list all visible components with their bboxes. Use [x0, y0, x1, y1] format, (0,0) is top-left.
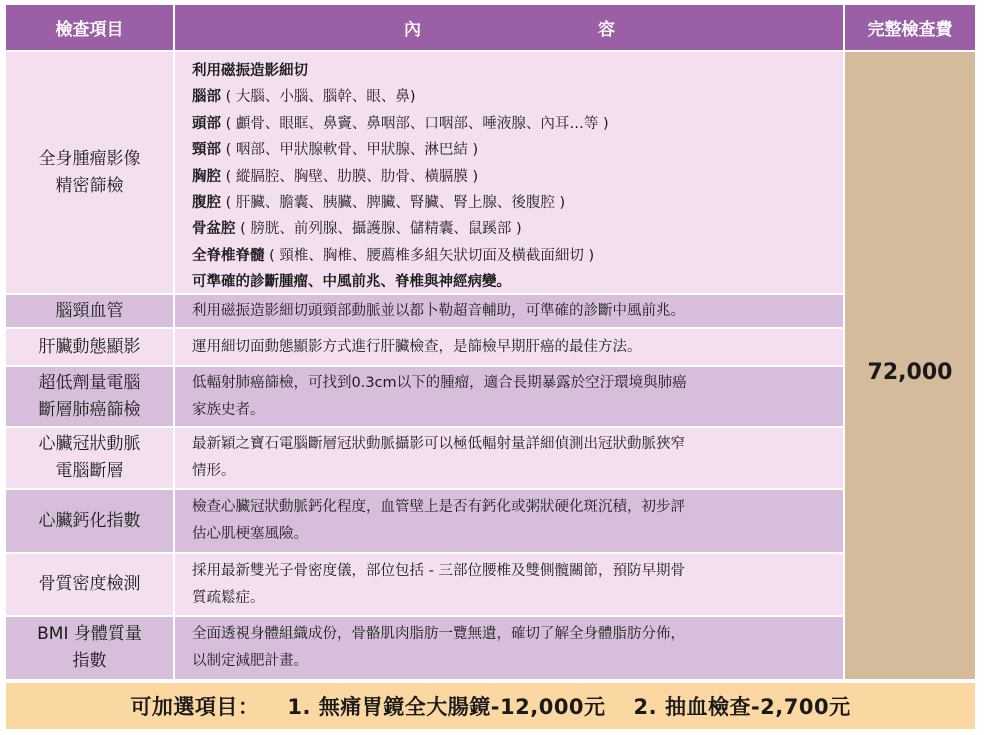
- desc-line-chest: 胸腔 ( 縱膈腔、胸壁、肋膜、肋骨、橫膈膜 ): [192, 168, 479, 185]
- row-full-body-desc: [175, 52, 843, 293]
- row-name-line: 心臟鈣化指數: [38, 510, 141, 531]
- row-desc-line: 質疏鬆症。: [192, 589, 265, 606]
- row-desc-cell: [175, 367, 843, 426]
- header-content: [175, 5, 843, 50]
- row-desc-cell: [175, 490, 843, 552]
- row-name-line: 斷層肺癌篩檢: [38, 399, 141, 420]
- optional-item-blood-test: 2. 抽血檢查-2,700元: [633, 695, 851, 719]
- desc-line-pelvis: 骨盆腔 ( 膀胱、前列腺、攝護腺、儲精囊、鼠蹊部 ): [192, 221, 522, 238]
- desc-line-neck: 頸部 ( 咽部、甲狀腺軟骨、甲狀腺、淋巴結 ): [192, 142, 479, 159]
- row-name-cell: [6, 554, 173, 615]
- optional-items-label: 可加選項目：: [130, 695, 260, 719]
- row-name-line: BMI 身體質量: [37, 624, 142, 644]
- desc-intro: 利用磁振造影細切: [192, 63, 308, 79]
- row-desc-line: 採用最新雙光子骨密度儀，部位包括 - 三部位腰椎及雙側髖關節，預防早期骨: [192, 562, 685, 579]
- header-fee: [845, 5, 975, 50]
- row-desc-line: 估心肌梗塞風險。: [192, 526, 308, 542]
- row-desc-line: 運用細切面動態顯影方式進行肝臟檢查，是篩檢早期肝癌的最佳方法。: [192, 338, 642, 355]
- row-name-line: 精密篩檢: [55, 175, 124, 196]
- header-item-label: 檢查項目: [55, 20, 124, 40]
- header-content-label-right: 容: [598, 20, 615, 40]
- optional-items-banner: [6, 683, 975, 729]
- header-fee-label: 完整檢查費: [867, 20, 953, 40]
- desc-conclusion: 可準確的診斷腫瘤、中風前兆、脊椎與神經病變。: [192, 274, 511, 291]
- fee-value: 72,000: [867, 360, 953, 385]
- desc-line-abdomen: 腹腔 ( 肝臟、膽囊、胰臟、脾臟、腎臟、腎上腺、後腹腔 ): [192, 195, 566, 212]
- row-desc-cell: [175, 428, 843, 488]
- row-desc-line: 低輻射肺癌篩檢，可找到0.3cm以下的腫瘤，適合長期暴露於空汙環境與肺癌: [192, 374, 687, 391]
- row-name-line: 腦頸血管: [55, 300, 124, 321]
- row-name-cell: [6, 367, 173, 426]
- row-name-cell: [6, 617, 173, 679]
- fee-cell: [845, 52, 975, 679]
- row-name-line: 骨質密度檢測: [38, 574, 141, 594]
- row-name-line: 肝臟動態顯影: [38, 336, 141, 357]
- row-name-line: 指數: [72, 651, 107, 671]
- row-name-cell: [6, 329, 173, 365]
- desc-line-head: 頭部 ( 顱骨、眼眶、鼻竇、鼻咽部、口咽部、唾液腺、內耳…等 ): [192, 115, 609, 132]
- desc-line-spine: 全脊椎脊髓 ( 頸椎、胸椎、腰薦椎多組矢狀切面及橫截面細切 ): [192, 247, 595, 264]
- row-desc-cell: [175, 617, 843, 679]
- row-desc-cell: [175, 295, 843, 327]
- row-desc-line: 以制定減肥計畫。: [192, 653, 308, 669]
- row-desc-line: 全面透視身體組織成份，骨骼肌肉脂肪一覽無遺，確切了解全身體脂肪分佈，: [192, 626, 685, 642]
- row-desc-cell: [175, 554, 843, 615]
- header-item: [6, 5, 173, 50]
- row-name-line: 全身腫瘤影像: [38, 148, 141, 169]
- desc-line-brain: 腦部 ( 大腦、小腦、腦幹、眼、鼻): [192, 89, 416, 106]
- row-name-line: 超低劑量電腦: [38, 372, 141, 393]
- row-full-body-name: [6, 52, 173, 293]
- row-name-cell: [6, 428, 173, 488]
- row-desc-line: 利用磁振造影細切頭頸部動脈並以都卜勒超音輔助，可準確的診斷中風前兆。: [192, 302, 685, 319]
- row-desc-line: 最新穎之寶石電腦斷層冠狀動脈攝影可以極低輻射量詳細偵測出冠狀動脈狹窄: [192, 436, 685, 452]
- row-desc-line: 檢查心臟冠狀動脈鈣化程度，血管壁上是否有鈣化或粥狀硬化斑沉積，初步評: [192, 499, 685, 515]
- row-desc-cell: [175, 329, 843, 365]
- row-desc-line: 家族史者。: [192, 401, 265, 418]
- row-name-cell: [6, 295, 173, 327]
- row-name-cell: [6, 490, 173, 552]
- row-name-line: 電腦斷層: [55, 461, 124, 481]
- header-content-label-left: 內: [404, 20, 421, 40]
- row-desc-line: 情形。: [192, 463, 236, 479]
- row-name-line: 心臟冠狀動脈: [38, 434, 141, 454]
- optional-item-endoscopy: 1. 無痛胃鏡全大腸鏡-12,000元: [287, 695, 606, 719]
